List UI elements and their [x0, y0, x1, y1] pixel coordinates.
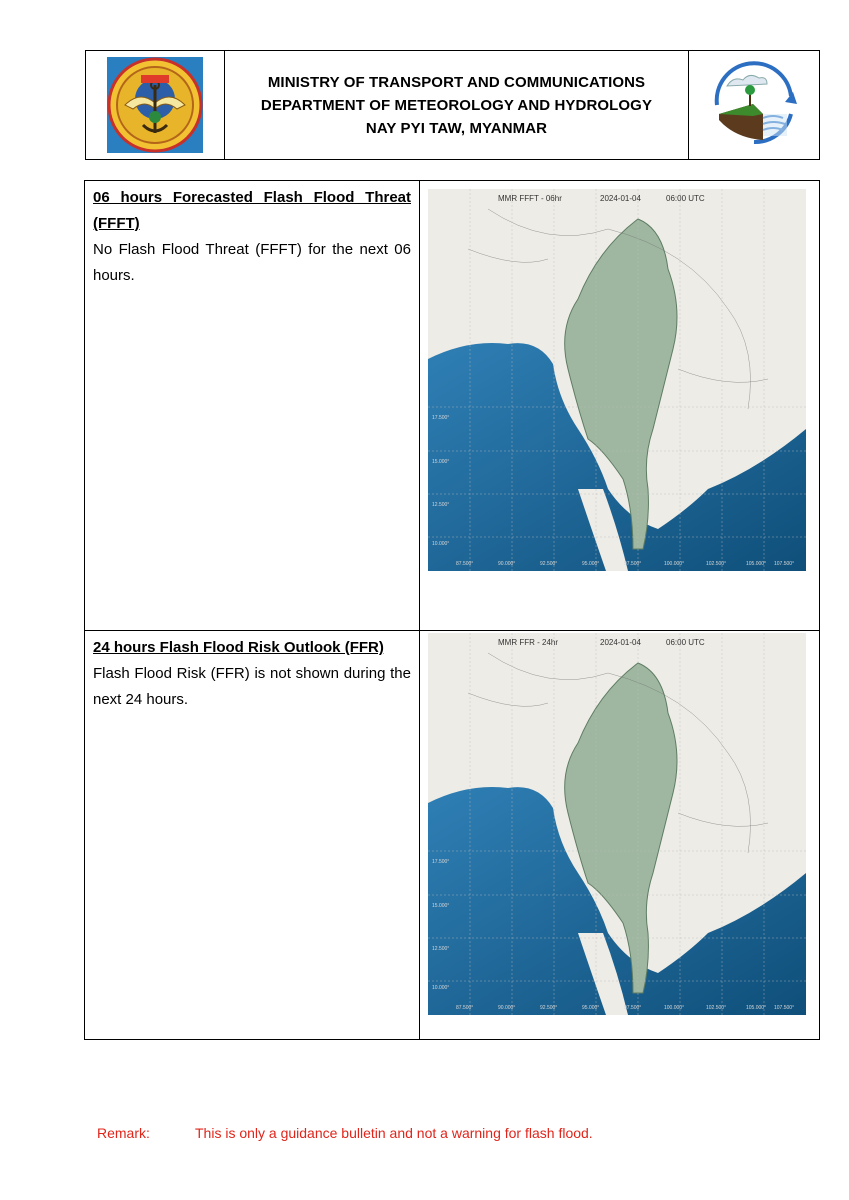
- lat-label: 17.500°: [432, 859, 450, 865]
- lon-label: 87.500°: [456, 561, 474, 567]
- lat-label: 10.000°: [432, 985, 450, 991]
- lon-label: 87.500°: [456, 1005, 474, 1011]
- lat-label: 15.000°: [432, 903, 450, 909]
- lon-label: 105.000°: [746, 561, 767, 567]
- ffft-map-image: [428, 189, 806, 571]
- ffr-map-image: [428, 633, 806, 1015]
- forecast-row-ffr: [85, 631, 819, 1039]
- forecast-text-cell: [85, 631, 420, 1039]
- lat-label: 15.000°: [432, 459, 450, 465]
- remark-line: [97, 1125, 593, 1141]
- section-heading: 06 hours Forecasted Flash Flood Threat (FFFT): [93, 189, 411, 232]
- section-body: No Flash Flood Threat (FFFT) for the next 06 hours.: [93, 241, 411, 284]
- lon-label: 100.000°: [664, 561, 685, 567]
- dmh-logo-cell: [688, 51, 819, 159]
- forecast-row-ffft: [85, 181, 819, 631]
- map-product-label: MMR FFR - 24hr: [498, 638, 558, 647]
- lon-label: 95.000°: [582, 561, 600, 567]
- map-date-label: 2024-01-04: [600, 194, 641, 203]
- department-name: DEPARTMENT OF METEOROLOGY AND HYDROLOGY: [260, 96, 653, 114]
- lon-label: 102.500°: [706, 1005, 727, 1011]
- map-time-label: 06:00 UTC: [666, 638, 705, 647]
- lat-label: 17.500°: [432, 415, 450, 421]
- section-body: Flash Flood Risk (FFR) is not shown during the next 24 hours.: [93, 665, 411, 708]
- remark-text: This is only a guidance bulletin and not a warning for flash flood.: [195, 1125, 593, 1141]
- lon-label: 107.500°: [774, 1005, 795, 1011]
- lat-label: 12.500°: [432, 946, 450, 952]
- header-title-block: [225, 51, 688, 159]
- lon-label: 100.000°: [664, 1005, 685, 1011]
- lon-label: 92.500°: [540, 1005, 558, 1011]
- lon-label: 92.500°: [540, 561, 558, 567]
- forecast-table: [84, 180, 820, 1040]
- hydrology-cycle-icon: [705, 56, 803, 154]
- lon-label: 90.000°: [498, 1005, 516, 1011]
- map-time-label: 06:00 UTC: [666, 194, 705, 203]
- lon-label: 105.000°: [746, 1005, 767, 1011]
- bulletin-header: [85, 50, 820, 160]
- lon-label: 97.500°: [624, 561, 642, 567]
- ministry-emblem-icon: [105, 55, 205, 155]
- lat-label: 12.500°: [432, 502, 450, 508]
- lon-label: 97.500°: [624, 1005, 642, 1011]
- lon-label: 95.000°: [582, 1005, 600, 1011]
- ministry-name: MINISTRY OF TRANSPORT AND COMMUNICATIONS: [267, 73, 646, 91]
- section-heading: 24 hours Flash Flood Risk Outlook (FFR): [93, 639, 384, 656]
- lon-label: 107.500°: [774, 561, 795, 567]
- lon-label: 102.500°: [706, 561, 727, 567]
- lat-label: 10.000°: [432, 541, 450, 547]
- forecast-text-cell: [85, 181, 420, 630]
- ministry-logo-cell: [86, 51, 225, 159]
- lon-label: 90.000°: [498, 561, 516, 567]
- map-product-label: MMR FFFT - 06hr: [498, 194, 562, 203]
- map-date-label: 2024-01-04: [600, 638, 641, 647]
- location-name: NAY PYI TAW, MYANMAR: [365, 119, 548, 137]
- remark-label: Remark:: [97, 1125, 150, 1141]
